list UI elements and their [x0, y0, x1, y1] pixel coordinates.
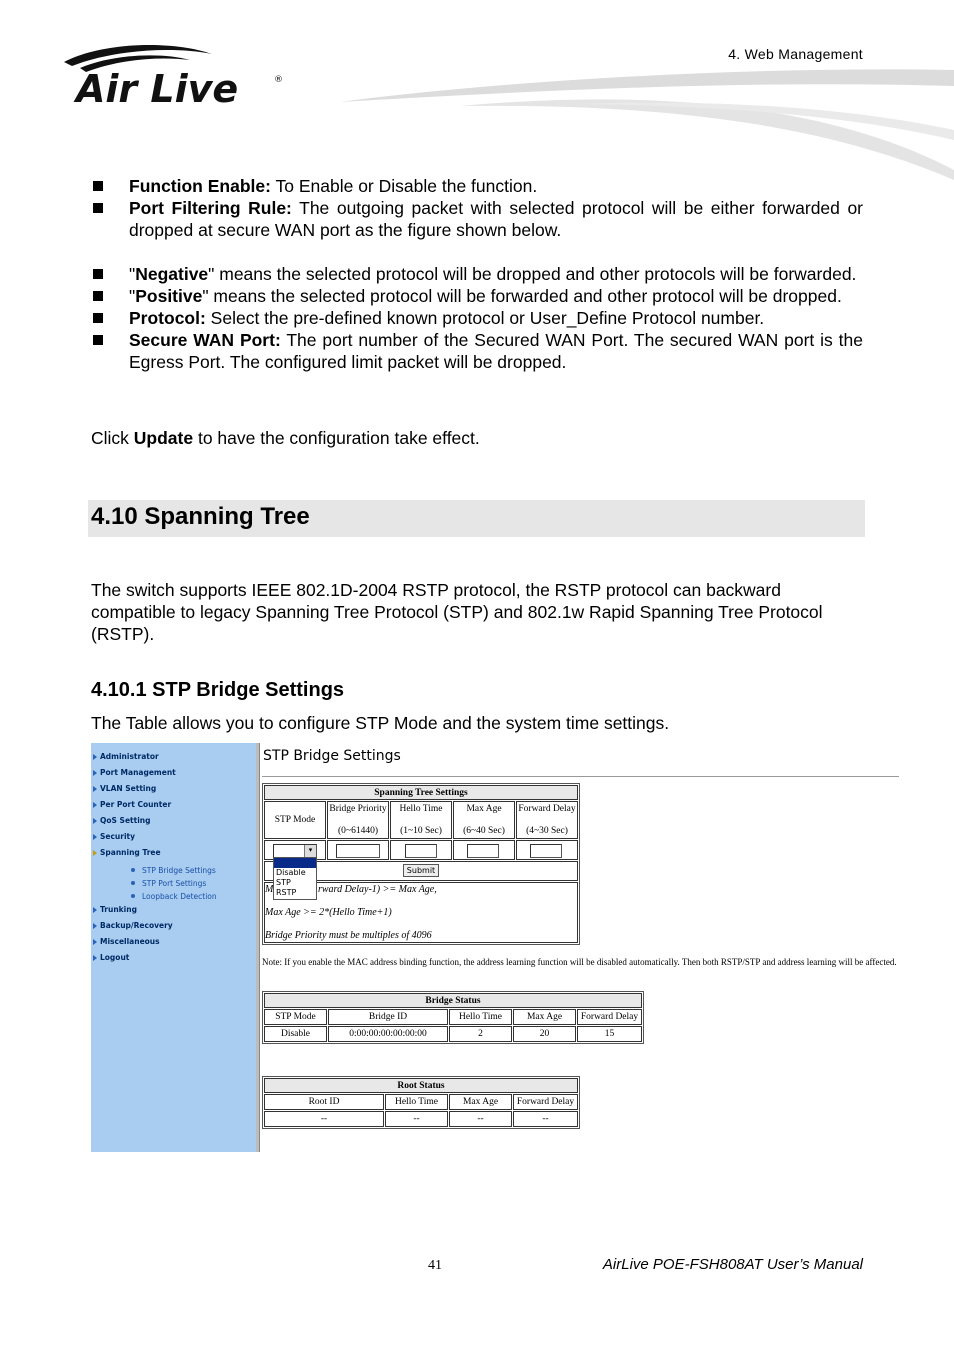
bridge-val-bridge-id: 0:00:00:00:00:00:00: [328, 1026, 448, 1042]
bullet-text: The port number of the Secured WAN Port. The secured WAN port is the Egress Port. The configured limit packet will be dropped.: [129, 330, 863, 372]
max-age-input[interactable]: [467, 844, 499, 858]
text-bold: Update: [133, 428, 194, 448]
bullet-negative: [91, 263, 863, 285]
bullet-positive: [91, 285, 863, 307]
hello-time-header: [390, 801, 452, 839]
nav-per-port-counter[interactable]: [93, 800, 171, 809]
arrow-right-icon: [93, 939, 97, 945]
svg-text:®: ®: [274, 75, 283, 85]
bridge-col-forward-delay: Forward Delay: [577, 1009, 642, 1025]
arrow-right-icon: [93, 802, 97, 808]
subnav-stp-port-settings[interactable]: [131, 879, 206, 888]
bullet-term: Protocol:: [129, 308, 206, 328]
nav-miscellaneous[interactable]: [93, 937, 160, 946]
bullet-list-2: [91, 263, 863, 373]
screenshot-divider: [256, 743, 260, 1152]
nav-logout[interactable]: [93, 953, 129, 962]
nav-label: QoS Setting: [100, 816, 151, 825]
header-swoosh-graphic: [340, 60, 954, 180]
col-name: Hello Time: [399, 804, 443, 814]
max-age-header: [453, 801, 515, 839]
nav-backup-recovery[interactable]: [93, 921, 173, 930]
nav-spanning-tree[interactable]: [93, 848, 161, 857]
col-range: (6~40 Sec): [463, 826, 505, 836]
stp-mode-select[interactable]: [273, 844, 317, 858]
settings-table-header: Spanning Tree Settings: [264, 785, 578, 800]
folder-open-icon: [93, 850, 97, 856]
bullet-protocol: [91, 307, 863, 329]
square-bullet-icon: [93, 313, 103, 323]
nav-label: Trunking: [100, 905, 137, 914]
arrow-right-icon: [93, 754, 97, 760]
dropdown-option-stp[interactable]: STP: [276, 878, 291, 887]
col-name: Forward Delay: [518, 804, 576, 814]
col-range: (1~10 Sec): [400, 826, 442, 836]
bullet-term: Secure WAN Port:: [129, 330, 281, 350]
stp-mode-dropdown-list[interactable]: [273, 857, 317, 900]
arrow-right-icon: [93, 818, 97, 824]
bullet-list-1: [91, 175, 863, 241]
intro-paragraph: The switch supports IEEE 802.1D-2004 RSTP protocol, the RSTP protocol can backward compatible to legacy Spanning Tree Protocol (STP) and 802.1w Rapid Spanning Tree Protocol (RSTP).: [91, 580, 823, 644]
root-col-max-age: Max Age: [449, 1094, 512, 1110]
rule-line-bridge-priority: Bridge Priority must be multiples of 4096: [265, 930, 432, 941]
section-title: 4.10 Spanning Tree: [91, 503, 310, 530]
bullet-dot-icon: [131, 881, 135, 885]
airlive-logo: [62, 40, 292, 110]
arrow-right-icon: [93, 923, 97, 929]
subnav-label: STP Port Settings: [142, 879, 207, 888]
bullet-text: " means the selected protocol will be dropped and other protocols will be forwarded.: [208, 264, 857, 284]
nav-label: Per Port Counter: [100, 800, 172, 809]
mac-binding-note: Note: If you enable the MAC address binding function, the address learning function will be disabled automatically. Then both RSTP/STP and address learning will be affected.: [262, 957, 897, 967]
arrow-right-icon: [93, 786, 97, 792]
bullet-pre: ": [129, 286, 136, 306]
square-bullet-icon: [93, 203, 103, 213]
bridge-status-header: Bridge Status: [264, 993, 642, 1008]
nav-label: Security: [100, 832, 136, 841]
subnav-loopback-detection[interactable]: [131, 892, 217, 901]
bridge-col-hello-time: Hello Time: [449, 1009, 512, 1025]
bullet-pre: ": [129, 264, 136, 284]
nav-administrator[interactable]: [93, 752, 159, 761]
stp-mode-header: STP Mode: [264, 801, 326, 839]
dropdown-option-disable[interactable]: Disable: [276, 868, 306, 877]
bridge-val-stp-mode: Disable: [264, 1026, 327, 1042]
nav-label: Backup/Recovery: [100, 921, 173, 930]
rule-line-fragment-a: M: [265, 884, 274, 895]
bullet-text: The outgoing packet with selected protocol will be either forwarded or dropped at secure WAN port as the figure shown below.: [129, 198, 864, 240]
root-col-root-id: Root ID: [264, 1094, 384, 1110]
bridge-col-stp-mode: STP Mode: [264, 1009, 327, 1025]
manual-title: AirLive POE-FSH808AT User’s Manual: [602, 1256, 863, 1273]
bullet-term: Port Filtering Rule:: [129, 198, 292, 218]
bullet-secure-wan-port: [91, 329, 863, 373]
rule-line-max-age: Max Age >= 2*(Hello Time+1): [265, 907, 392, 918]
bullet-dot-icon: [131, 868, 135, 872]
col-range: (4~30 Sec): [526, 826, 568, 836]
bullet-term: Function Enable:: [129, 176, 271, 196]
bridge-priority-input[interactable]: [336, 844, 380, 858]
square-bullet-icon: [93, 269, 103, 279]
hello-time-input[interactable]: [405, 844, 437, 858]
subnav-label: STP Bridge Settings: [142, 866, 216, 875]
text-post: to have the configuration take effect.: [193, 428, 480, 448]
bridge-priority-header: [327, 801, 389, 839]
header-section-label: 4. Web Management: [728, 46, 863, 62]
submit-button[interactable]: Submit: [403, 864, 439, 877]
arrow-right-icon: [93, 770, 97, 776]
bullet-dot-icon: [131, 894, 135, 898]
nav-label: Administrator: [100, 752, 159, 761]
bullet-text: To Enable or Disable the function.: [270, 176, 538, 196]
nav-label: VLAN Setting: [100, 784, 157, 793]
dropdown-option-blank[interactable]: [274, 858, 316, 868]
bullet-port-filtering-rule: [91, 197, 863, 241]
bridge-val-hello-time: 2: [449, 1026, 512, 1042]
nav-label: Logout: [100, 953, 130, 962]
subnav-stp-bridge-settings[interactable]: [131, 866, 216, 875]
arrow-right-icon: [93, 834, 97, 840]
bullet-text: Select the pre-defined known protocol or User_Define Protocol number.: [205, 308, 765, 328]
text-pre: Click: [91, 428, 134, 448]
nav-label: Port Management: [100, 768, 176, 777]
nav-label: Miscellaneous: [100, 937, 160, 946]
arrow-right-icon: [93, 907, 97, 913]
root-status-header: Root Status: [264, 1078, 578, 1093]
screenshot-page-title: STP Bridge Settings: [263, 748, 401, 764]
square-bullet-icon: [93, 335, 103, 345]
page-number: 41: [428, 1258, 442, 1273]
bullet-term: Negative: [135, 264, 209, 284]
chevron-down-icon[interactable]: ▾: [304, 845, 316, 857]
square-bullet-icon: [93, 291, 103, 301]
title-divider: [262, 776, 899, 777]
click-update-paragraph: [91, 427, 863, 449]
bullet-term: Positive: [135, 286, 203, 306]
nav-port-management[interactable]: [93, 768, 176, 777]
forward-delay-header: [516, 801, 578, 839]
subsection-description: The Table allows you to configure STP Mode and the system time settings.: [91, 713, 670, 733]
square-bullet-icon: [93, 181, 103, 191]
bridge-col-max-age: Max Age: [513, 1009, 576, 1025]
bridge-val-forward-delay: 15: [577, 1026, 642, 1042]
nav-qos-setting[interactable]: [93, 816, 150, 825]
root-val-max-age: --: [449, 1111, 512, 1127]
rule-line-fragment-b: rward Delay-1) >= Max Age,: [318, 884, 437, 895]
root-val-forward-delay: --: [513, 1111, 578, 1127]
bullet-function-enable: [91, 175, 863, 197]
subnav-label: Loopback Detection: [142, 892, 217, 901]
bullet-text: " means the selected protocol will be forwarded and other protocol will be dropped.: [202, 286, 842, 306]
col-name: Max Age: [466, 804, 502, 814]
col-range: (0~61440): [338, 826, 378, 836]
nav-label: Spanning Tree: [100, 848, 161, 857]
subsection-title: 4.10.1 STP Bridge Settings: [91, 679, 345, 701]
nav-vlan-setting[interactable]: [93, 784, 156, 793]
svg-text:Air Live: Air Live: [76, 67, 239, 110]
arrow-right-icon: [93, 955, 97, 961]
bridge-val-max-age: 20: [513, 1026, 576, 1042]
col-name: Bridge Priority: [329, 804, 387, 814]
root-col-forward-delay: Forward Delay: [513, 1094, 578, 1110]
nav-security[interactable]: [93, 832, 135, 841]
root-val-hello-time: --: [385, 1111, 448, 1127]
root-val-root-id: --: [264, 1111, 384, 1127]
forward-delay-input[interactable]: [530, 844, 562, 858]
bridge-col-bridge-id: Bridge ID: [328, 1009, 448, 1025]
root-col-hello-time: Hello Time: [385, 1094, 448, 1110]
nav-trunking[interactable]: [93, 905, 137, 914]
dropdown-option-rstp[interactable]: RSTP: [276, 888, 297, 897]
